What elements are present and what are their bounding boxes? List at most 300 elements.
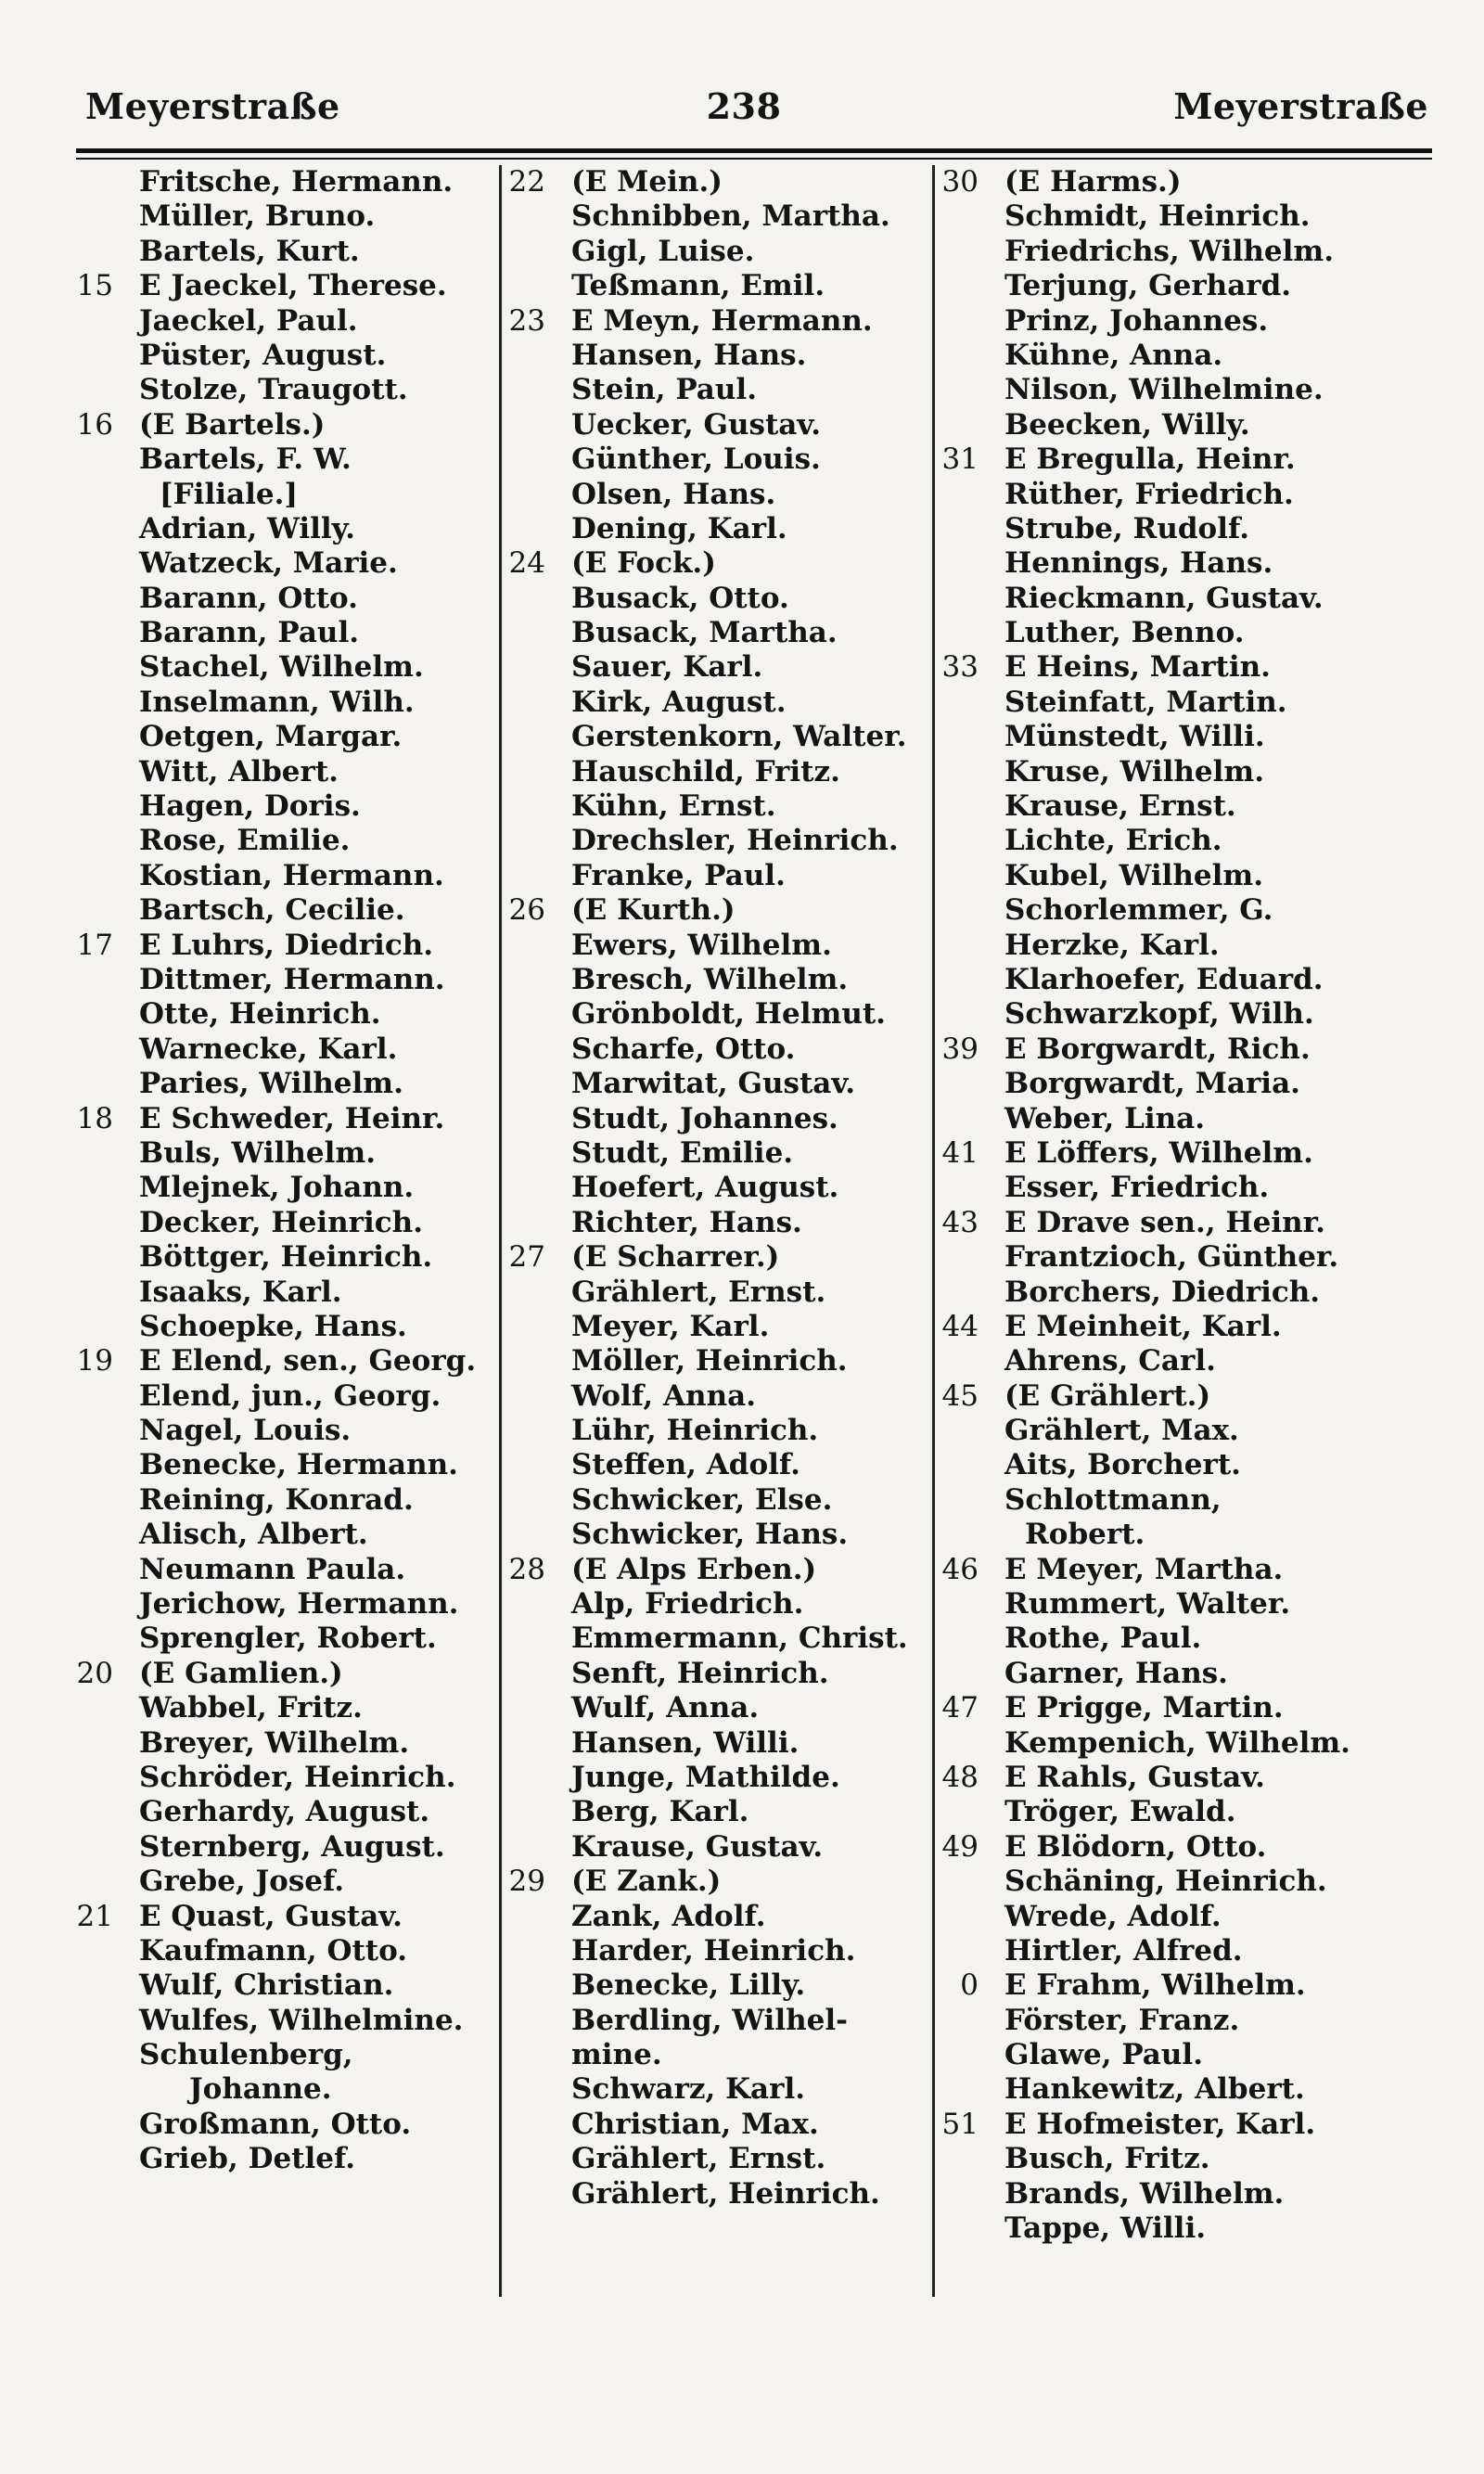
resident-name: Grählert, Ernst. [571, 2142, 826, 2176]
directory-entry [940, 893, 1440, 928]
resident-name: Rüther, Friedrich. [1004, 477, 1294, 511]
house-number: 27 [508, 1240, 545, 1275]
resident-name: Prinz, Johannes. [1004, 303, 1269, 338]
directory-entry [74, 1795, 496, 1829]
resident-name: Zank, Adolf. [571, 1899, 766, 1933]
resident-name: Grählert, Heinrich. [571, 2176, 880, 2211]
directory-entry [74, 1067, 496, 1101]
directory-entry [506, 269, 928, 303]
directory-entry [940, 963, 1440, 997]
resident-name: (E Fock.) [571, 546, 716, 581]
resident-name: Jaeckel, Paul. [139, 303, 358, 338]
resident-name: Elend, jun., Georg. [139, 1378, 441, 1413]
resident-name: Terjung, Gerhard. [1004, 269, 1292, 303]
house-number: 17 [76, 928, 113, 962]
resident-name: Wulfes, Wilhelmine. [139, 2003, 464, 2037]
directory-entry [940, 1275, 1440, 1310]
directory-entry [506, 478, 928, 512]
resident-name: Förster, Franz. [1004, 2003, 1240, 2037]
directory-entry [940, 1553, 1440, 1587]
resident-name: Borchers, Diedrich. [1004, 1275, 1321, 1309]
directory-entry [74, 1206, 496, 1240]
resident-name: Schulenberg, [139, 2038, 353, 2072]
resident-name: Grieb, Detlef. [139, 2142, 356, 2176]
resident-name: Garner, Hans. [1004, 1656, 1228, 1690]
resident-name: Decker, Heinrich. [139, 1205, 423, 1239]
resident-name: Sauer, Karl. [571, 650, 763, 685]
resident-name: Böttger, Heinrich. [139, 1240, 433, 1275]
resident-name: Möller, Heinrich. [571, 1344, 848, 1378]
directory-entry [74, 165, 496, 199]
directory-entry [940, 2211, 1440, 2246]
directory-entry [74, 1448, 496, 1482]
resident-name: E Rahls, Gustav. [1004, 1760, 1265, 1794]
directory-entry [74, 1483, 496, 1518]
resident-name: Meyer, Karl. [571, 1309, 770, 1343]
directory-entry [74, 339, 496, 373]
directory-entry [940, 1379, 1440, 1414]
directory-entry [506, 199, 928, 234]
directory-entry [506, 1934, 928, 1968]
directory-entry [74, 1865, 496, 1899]
house-number: 31 [941, 442, 979, 477]
directory-entry [506, 1136, 928, 1171]
directory-entry [506, 373, 928, 407]
directory-entry [940, 1448, 1440, 1482]
directory-entry [506, 339, 928, 373]
directory-entry [940, 1518, 1440, 1552]
house-number: 47 [941, 1691, 979, 1725]
resident-name: Uecker, Gustav. [571, 407, 822, 442]
directory-entry [506, 1587, 928, 1622]
directory-entry [74, 235, 496, 269]
resident-name: E Prigge, Martin. [1004, 1691, 1284, 1725]
resident-name: Stein, Paul. [571, 373, 758, 407]
resident-name: Großmann, Otto. [139, 2107, 412, 2141]
resident-name: Schwicker, Hans. [571, 1518, 849, 1552]
resident-name: Luther, Benno. [1004, 616, 1245, 650]
resident-name: Lühr, Heinrich. [571, 1414, 819, 1448]
directory-entry [74, 199, 496, 234]
directory-entry [940, 478, 1440, 512]
directory-entry [506, 997, 928, 1032]
resident-name: Stachel, Wilhelm. [139, 650, 424, 685]
resident-name: E Bregulla, Heinr. [1004, 442, 1296, 477]
resident-name: Tappe, Willi. [1004, 2211, 1207, 2246]
directory-entry [506, 546, 928, 581]
directory-entry [506, 1344, 928, 1378]
resident-name: Witt, Albert. [139, 754, 339, 788]
directory-entry [940, 1414, 1440, 1448]
directory-entry [74, 1032, 496, 1067]
house-number: 19 [76, 1344, 113, 1378]
resident-name: Gigl, Luise. [571, 234, 755, 268]
directory-entry [74, 686, 496, 720]
resident-name: Gerstenkorn, Walter. [571, 720, 907, 754]
resident-name: Stolze, Traugott. [139, 373, 408, 407]
directory-entry [940, 442, 1440, 477]
resident-name: Harder, Heinrich. [571, 1933, 856, 1968]
resident-name: Nilson, Wilhelmine. [1004, 373, 1324, 407]
directory-entry [74, 650, 496, 685]
directory-entry [74, 1102, 496, 1136]
resident-name: E Luhrs, Diedrich. [139, 928, 434, 962]
resident-name: Junge, Mathilde. [571, 1760, 840, 1794]
house-number: 21 [76, 1899, 113, 1933]
directory-entry [74, 1240, 496, 1275]
directory-entry [506, 1102, 928, 1136]
resident-name: Schlottmann, [1004, 1482, 1222, 1517]
resident-name: E Hofmeister, Karl. [1004, 2107, 1316, 2141]
directory-entry [506, 824, 928, 858]
directory-entry [506, 304, 928, 339]
directory-entry [506, 1691, 928, 1725]
directory-entry [74, 893, 496, 928]
resident-name: Wrede, Adolf. [1004, 1899, 1222, 1933]
directory-entry [506, 165, 928, 199]
directory-entry [506, 1968, 928, 2003]
directory-entry [940, 512, 1440, 546]
directory-entry [74, 824, 496, 858]
resident-name: E Blödorn, Otto. [1004, 1829, 1267, 1864]
resident-name: Buls, Wilhelm. [139, 1135, 377, 1170]
resident-name: Reining, Konrad. [139, 1482, 414, 1517]
directory-entry [940, 1310, 1440, 1344]
resident-name: (E Bartels.) [139, 407, 326, 442]
resident-name: Ewers, Wilhelm. [571, 928, 832, 962]
resident-name: Breyer, Wilhelm. [139, 1725, 410, 1760]
directory-entry [940, 304, 1440, 339]
house-number: 48 [941, 1760, 979, 1794]
directory-entry [506, 408, 928, 442]
resident-name: (E Scharrer.) [571, 1240, 780, 1275]
resident-name: Johanne. [189, 2072, 332, 2107]
resident-name: Busack, Otto. [571, 581, 789, 615]
resident-name: (E Alps Erben.) [571, 1552, 817, 1586]
resident-name: Emmermann, Christ. [571, 1622, 908, 1656]
house-number: 41 [941, 1135, 979, 1170]
directory-entry [74, 1518, 496, 1552]
resident-name: Kühn, Ernst. [571, 789, 776, 824]
resident-name: Friedrichs, Wilhelm. [1004, 234, 1334, 268]
directory-entry [506, 1865, 928, 1899]
directory-entry [506, 789, 928, 824]
resident-name: Steffen, Adolf. [571, 1448, 800, 1482]
directory-entry [74, 1657, 496, 1691]
resident-name: Gerhardy, August. [139, 1795, 430, 1829]
directory-entry [506, 1830, 928, 1865]
directory-entry [74, 442, 496, 477]
resident-name: Rose, Emilie. [139, 824, 351, 858]
resident-name: E Schweder, Heinr. [139, 1101, 445, 1135]
directory-entry [74, 1171, 496, 1205]
directory-entry [506, 1067, 928, 1101]
resident-name: Richter, Hans. [571, 1205, 802, 1239]
directory-entry [940, 1795, 1440, 1829]
resident-name: E Heins, Martin. [1004, 650, 1271, 685]
resident-name: Lichte, Erich. [1004, 824, 1222, 858]
directory-entry [74, 304, 496, 339]
house-number: 16 [76, 407, 113, 442]
directory-entry [940, 1067, 1440, 1101]
directory-entry [74, 2072, 496, 2107]
resident-name: Teßmann, Emil. [571, 269, 825, 303]
house-number: 44 [941, 1309, 979, 1343]
directory-entry [940, 1032, 1440, 1067]
directory-entry [940, 1657, 1440, 1691]
directory-entry [74, 1344, 496, 1378]
directory-entry [940, 2108, 1440, 2142]
resident-name: Drechsler, Heinrich. [571, 824, 899, 858]
resident-name: Bartsch, Cecilie. [139, 893, 405, 928]
directory-entry [940, 2072, 1440, 2107]
resident-name: Hagen, Doris. [139, 789, 361, 824]
resident-name: Tröger, Ewald. [1004, 1795, 1236, 1829]
directory-entry [74, 720, 496, 754]
directory-entry [940, 2177, 1440, 2211]
directory-entry [506, 1726, 928, 1761]
directory-entry [506, 1032, 928, 1067]
resident-name: Otte, Heinrich. [139, 997, 381, 1032]
directory-entry [940, 235, 1440, 269]
directory-entry [74, 582, 496, 616]
directory-entry [506, 893, 928, 928]
directory-entry [940, 1830, 1440, 1865]
resident-name: Paries, Wilhelm. [139, 1067, 403, 1101]
running-head-left: Meyerstraße [85, 85, 340, 127]
directory-entry [940, 616, 1440, 650]
directory-entry [506, 2004, 928, 2038]
directory-entry [74, 963, 496, 997]
directory-entry [940, 2004, 1440, 2038]
directory-entry [506, 686, 928, 720]
directory-entry [940, 1206, 1440, 1240]
resident-name: Barann, Paul. [139, 616, 360, 650]
directory-entry [74, 2004, 496, 2038]
resident-name: E Meinheit, Karl. [1004, 1309, 1282, 1343]
directory-entry [74, 2038, 496, 2072]
directory-entry [506, 1240, 928, 1275]
resident-name: Wulf, Christian. [139, 1968, 394, 2003]
resident-name: E Jaeckel, Therese. [139, 269, 447, 303]
resident-name: Hansen, Willi. [571, 1725, 800, 1760]
resident-name: E Borgwardt, Rich. [1004, 1032, 1311, 1066]
directory-entry [74, 755, 496, 789]
resident-name: Busch, Fritz. [1004, 2142, 1210, 2176]
column-divider [499, 165, 502, 2297]
directory-entry [506, 963, 928, 997]
directory-entry [506, 1206, 928, 1240]
resident-name: (E Gamlien.) [139, 1656, 343, 1690]
directory-entry [940, 339, 1440, 373]
directory-entry [506, 859, 928, 893]
resident-name: Hansen, Hans. [571, 338, 807, 372]
directory-entry [506, 512, 928, 546]
directory-entry [506, 720, 928, 754]
directory-entry [940, 1865, 1440, 1899]
house-number: 43 [941, 1205, 979, 1239]
resident-name: Neumann Paula. [139, 1552, 406, 1586]
directory-entry [74, 859, 496, 893]
resident-name: Studt, Emilie. [571, 1135, 794, 1170]
resident-name: Sternberg, August. [139, 1829, 445, 1864]
directory-entry [74, 1622, 496, 1656]
directory-entry [940, 1934, 1440, 1968]
resident-name: Scharfe, Otto. [571, 1032, 796, 1066]
directory-entry [940, 789, 1440, 824]
resident-name: Bresch, Wilhelm. [571, 962, 849, 996]
directory-entry [506, 1622, 928, 1656]
resident-name: Oetgen, Margar. [139, 720, 403, 754]
directory-entry [506, 929, 928, 963]
house-number: 28 [508, 1552, 545, 1586]
resident-name: Münstedt, Willi. [1004, 720, 1265, 754]
directory-entry [506, 1171, 928, 1205]
resident-name: Alp, Friedrich. [571, 1587, 804, 1622]
directory-entry [940, 2142, 1440, 2176]
directory-entry [940, 929, 1440, 963]
house-number: 39 [941, 1032, 979, 1066]
resident-name: Benecke, Lilly. [571, 1968, 806, 2003]
resident-name: (E Harms.) [1004, 165, 1182, 199]
directory-entry [506, 616, 928, 650]
resident-name: (E Grählert.) [1004, 1378, 1211, 1413]
column-divider [932, 165, 935, 2297]
directory-entry [506, 2108, 928, 2142]
resident-name: Berg, Karl. [571, 1795, 749, 1829]
directory-entry [506, 582, 928, 616]
directory-entry [940, 165, 1440, 199]
resident-name: Nagel, Louis. [139, 1414, 352, 1448]
resident-name: E Drave sen., Heinr. [1004, 1205, 1325, 1239]
directory-entry [506, 2142, 928, 2176]
resident-name: Borgwardt, Maria. [1004, 1067, 1300, 1101]
resident-name: Kühne, Anna. [1004, 338, 1223, 372]
directory-entry [506, 442, 928, 477]
resident-name: Frantzioch, Günther. [1004, 1240, 1339, 1275]
directory-entry [940, 824, 1440, 858]
house-number: 22 [508, 165, 545, 199]
resident-name: Günther, Louis. [571, 442, 821, 477]
directory-entry [940, 408, 1440, 442]
directory-entry [506, 235, 928, 269]
resident-name: Rieckmann, Gustav. [1004, 581, 1324, 615]
running-head-right: Meyerstraße [1173, 85, 1428, 127]
directory-entry [506, 1900, 928, 1934]
resident-name: Marwitat, Gustav. [571, 1067, 856, 1101]
directory-entry [74, 478, 496, 512]
resident-name: Schwarz, Karl. [571, 2072, 806, 2107]
page-number: 238 [706, 85, 782, 127]
resident-name: Grebe, Josef. [139, 1865, 345, 1899]
resident-name: Strube, Rudolf. [1004, 511, 1250, 545]
resident-name: Grählert, Max. [1004, 1414, 1239, 1448]
resident-name: Glawe, Paul. [1004, 2038, 1204, 2072]
resident-name: Esser, Friedrich. [1004, 1171, 1270, 1205]
resident-name: (E Zank.) [571, 1865, 722, 1899]
directory-entry [940, 1587, 1440, 1622]
directory-entry [940, 755, 1440, 789]
resident-name: Schorlemmer, G. [1004, 893, 1273, 928]
column-1 [74, 165, 496, 2177]
resident-name: Müller, Bruno. [139, 199, 376, 234]
house-number: 30 [941, 165, 979, 199]
directory-entry [74, 997, 496, 1032]
resident-name: [Filiale.] [160, 477, 299, 511]
resident-name: Klarhoefer, Eduard. [1004, 962, 1324, 996]
resident-name: Hennings, Hans. [1004, 546, 1273, 581]
directory-entry [74, 1830, 496, 1865]
directory-entry [940, 1761, 1440, 1795]
resident-name: (E Kurth.) [571, 893, 736, 928]
directory-entry [940, 1726, 1440, 1761]
resident-name: Alisch, Albert. [139, 1518, 368, 1552]
column-3 [940, 165, 1440, 2246]
directory-entry [940, 546, 1440, 581]
resident-name: Wolf, Anna. [571, 1378, 756, 1413]
house-number: 23 [508, 303, 545, 338]
resident-name: Steinfatt, Martin. [1004, 685, 1287, 719]
resident-name: Schoepke, Hans. [139, 1309, 407, 1343]
directory-entry [940, 2038, 1440, 2072]
resident-name: Ahrens, Carl. [1004, 1344, 1216, 1378]
resident-name: Schäning, Heinrich. [1004, 1865, 1327, 1899]
header-rule-thin [76, 158, 1432, 160]
resident-name: Berdling, Wilhel- [571, 2003, 849, 2037]
resident-name: Schwarzkopf, Wilh. [1004, 997, 1314, 1032]
house-number: 29 [508, 1865, 545, 1899]
resident-name: Rummert, Walter. [1004, 1587, 1291, 1622]
resident-name: E Elend, sen., Georg. [139, 1344, 477, 1378]
directory-entry [506, 2038, 928, 2072]
resident-name: Isaaks, Karl. [139, 1275, 342, 1309]
resident-name: Grönboldt, Helmut. [571, 997, 886, 1032]
resident-name: Grählert, Ernst. [571, 1275, 826, 1309]
directory-entry [940, 1240, 1440, 1275]
directory-entry [74, 408, 496, 442]
house-number: 33 [941, 650, 979, 685]
resident-name: Hankewitz, Albert. [1004, 2072, 1305, 2107]
resident-name: Kostian, Hermann. [139, 858, 444, 892]
directory-entry [506, 1414, 928, 1448]
directory-entry [506, 755, 928, 789]
directory-entry [506, 1795, 928, 1829]
resident-name: E Meyer, Martha. [1004, 1552, 1284, 1586]
resident-name: Püster, August. [139, 338, 387, 372]
directory-entry [506, 650, 928, 685]
resident-name: Hoefert, August. [571, 1171, 839, 1205]
directory-entry [74, 1934, 496, 1968]
directory-entry [940, 997, 1440, 1032]
resident-name: Senft, Heinrich. [571, 1656, 829, 1690]
directory-entry [940, 650, 1440, 685]
directory-entry [940, 1136, 1440, 1171]
house-number: 45 [941, 1378, 979, 1413]
directory-entry [74, 1691, 496, 1725]
resident-name: E Meyn, Hermann. [571, 303, 873, 338]
directory-entry [940, 686, 1440, 720]
directory-entry [74, 1275, 496, 1310]
directory-entry [506, 1657, 928, 1691]
resident-name: Robert. [1025, 1518, 1145, 1552]
directory-entry [74, 512, 496, 546]
directory-entry [940, 1968, 1440, 2003]
resident-name: Dening, Karl. [571, 511, 787, 545]
resident-name: Fritsche, Hermann. [139, 165, 454, 199]
directory-entry [74, 2108, 496, 2142]
house-number: 18 [76, 1101, 113, 1135]
resident-name: Kruse, Wilhelm. [1004, 754, 1265, 788]
